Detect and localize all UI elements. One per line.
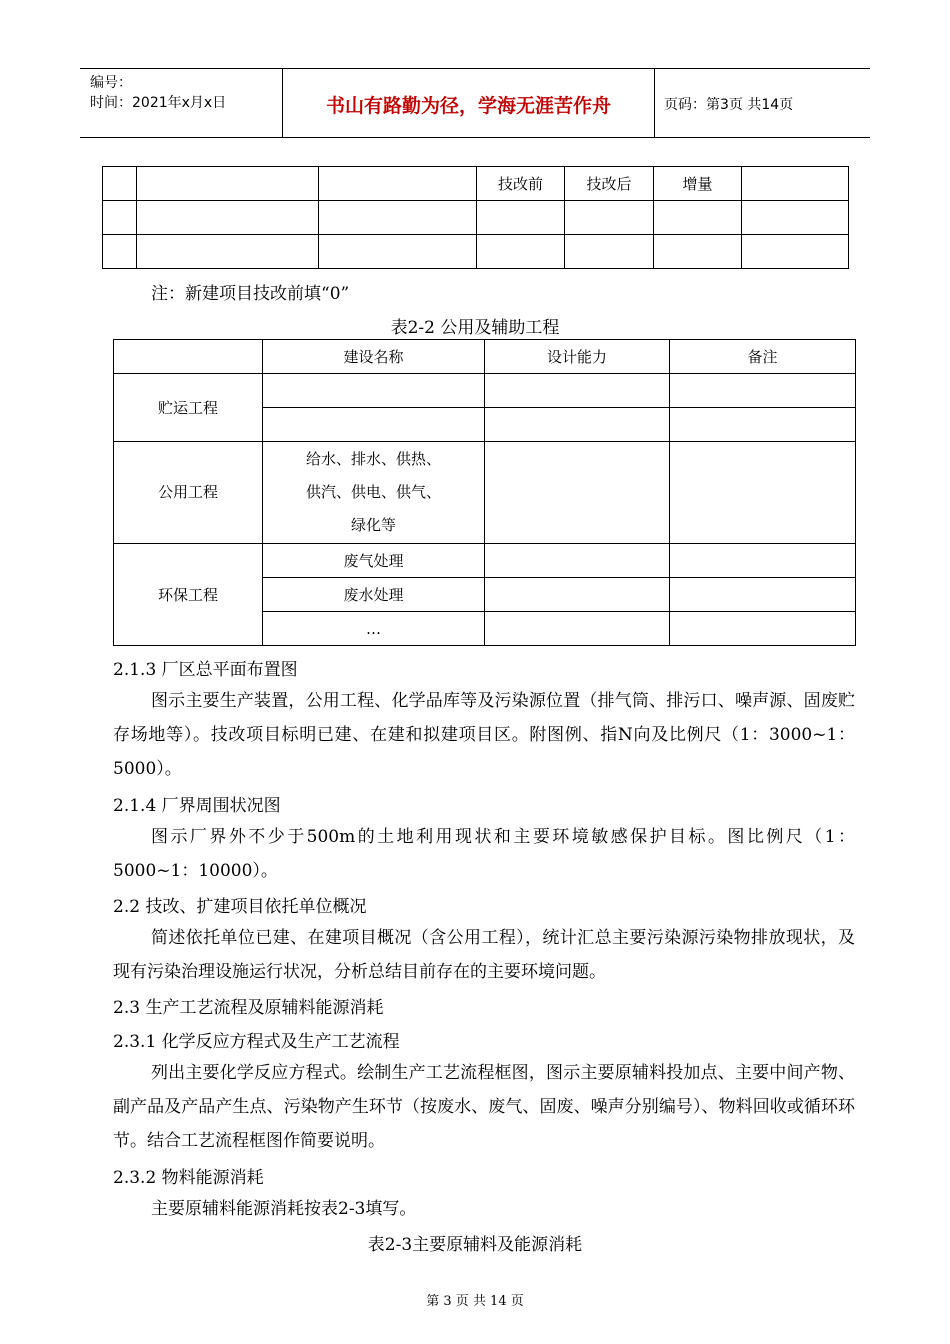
public-items-line: 供汽、供电、供气、 bbox=[305, 483, 441, 501]
doc-code-label: 编号： bbox=[90, 75, 132, 91]
table-cell bbox=[103, 167, 137, 201]
table-row bbox=[103, 201, 849, 235]
doc-time-label: 时间：2021年x月x日 bbox=[90, 95, 227, 111]
table-cell bbox=[670, 408, 856, 442]
group-label-env: 环保工程 bbox=[114, 544, 263, 646]
table-cell bbox=[670, 374, 856, 408]
section-body: 图示厂界外不少于500m的土地利用现状和主要环境敏感保护目标。图比例尺（1：5000~1：10000）。 bbox=[113, 827, 855, 881]
table-cell bbox=[565, 235, 654, 269]
table-cell bbox=[137, 201, 319, 235]
table-cell bbox=[654, 201, 742, 235]
page-footer: 第 3 页 共 14 页 bbox=[426, 1294, 524, 1309]
table-cell bbox=[742, 235, 849, 269]
table-cell bbox=[137, 235, 319, 269]
table-header-row bbox=[114, 340, 856, 374]
section-body: 主要原辅料能源消耗按表2-3填写。 bbox=[151, 1199, 417, 1219]
table-caption: 表2-2 公用及辅助工程 bbox=[390, 318, 560, 338]
table-cell bbox=[485, 578, 670, 612]
table-cell bbox=[742, 201, 849, 235]
table-cell bbox=[319, 235, 477, 269]
table-cell bbox=[137, 167, 319, 201]
table-cell bbox=[103, 235, 137, 269]
section-heading: 2.3.2 物料能源消耗 bbox=[113, 1168, 264, 1188]
section-heading: 2.2 技改、扩建项目依托单位概况 bbox=[113, 897, 367, 917]
table-note: 注：新建项目技改前填“0” bbox=[151, 284, 350, 304]
header-page-number: 页码：第3页 共14页 bbox=[664, 97, 794, 113]
header-motto: 书山有路勤为径，学海无涯苦作舟 bbox=[325, 95, 611, 117]
section-heading: 2.3.1 化学反应方程式及生产工艺流程 bbox=[113, 1032, 400, 1052]
table-row bbox=[103, 167, 849, 201]
public-items-line: 绿化等 bbox=[350, 516, 396, 534]
public-items bbox=[263, 442, 485, 544]
table-header-increase: 增量 bbox=[654, 167, 742, 201]
table-cell bbox=[485, 408, 670, 442]
table-header-after: 技改后 bbox=[565, 167, 654, 201]
table-header-cell: 设计能力 bbox=[485, 340, 670, 374]
table-cell bbox=[477, 201, 565, 235]
table-header-before: 技改前 bbox=[477, 167, 565, 201]
table-utilities bbox=[113, 339, 856, 646]
table-project-change bbox=[102, 166, 849, 269]
table-cell bbox=[654, 235, 742, 269]
table-cell bbox=[670, 442, 856, 544]
table-row bbox=[114, 544, 856, 578]
table-header-cell: 备注 bbox=[670, 340, 856, 374]
table-row bbox=[114, 442, 856, 544]
section-heading: 2.3 生产工艺流程及原辅料能源消耗 bbox=[113, 998, 384, 1018]
section-heading: 2.1.3 厂区总平面布置图 bbox=[113, 660, 298, 680]
header-left bbox=[90, 73, 226, 113]
table-header-cell: 建设名称 bbox=[263, 340, 485, 374]
env-item: … bbox=[263, 612, 485, 646]
table-cell bbox=[263, 374, 485, 408]
section-body: 列出主要化学反应方程式。绘制生产工艺流程框图，图示主要原辅料投加点、主要中间产物、副产品及产品产生点、污染物产生环节（按废水、废气、固废、噪声分别编号）、物料回收或循环环节。结合工艺流程框图作简要说明。 bbox=[113, 1063, 855, 1151]
table-row bbox=[114, 374, 856, 408]
table-cell bbox=[670, 578, 856, 612]
table-caption: 表2-3主要原辅料及能源消耗 bbox=[367, 1235, 583, 1255]
table-cell bbox=[670, 612, 856, 646]
table-cell bbox=[319, 201, 477, 235]
table-cell bbox=[670, 544, 856, 578]
env-item: 废气处理 bbox=[263, 544, 485, 578]
table-cell bbox=[485, 442, 670, 544]
section-heading: 2.1.4 厂界周围状况图 bbox=[113, 796, 281, 816]
group-label-public: 公用工程 bbox=[114, 442, 263, 544]
table-cell bbox=[485, 374, 670, 408]
table-cell bbox=[485, 544, 670, 578]
header-divider bbox=[654, 69, 655, 137]
table-cell bbox=[263, 408, 485, 442]
table-cell bbox=[477, 235, 565, 269]
table-cell bbox=[565, 201, 654, 235]
section-body: 简述依托单位已建、在建项目概况（含公用工程），统计汇总主要污染源污染物排放现状，及现有污染治理设施运行状况，分析总结目前存在的主要环境问题。 bbox=[113, 928, 855, 982]
table-cell bbox=[485, 612, 670, 646]
table-row bbox=[103, 235, 849, 269]
public-items-line: 给水、排水、供热、 bbox=[305, 450, 441, 468]
group-label-storage: 贮运工程 bbox=[114, 374, 263, 442]
table-cell bbox=[319, 167, 477, 201]
section-body: 图示主要生产装置，公用工程、化学品库等及污染源位置（排气筒、排污口、噪声源、固废贮存场地等）。技改项目标明已建、在建和拟建项目区。附图例、指N向及比例尺（1：3000~1：5000）。 bbox=[113, 691, 855, 779]
table-cell bbox=[103, 201, 137, 235]
env-item: 废水处理 bbox=[263, 578, 485, 612]
page-header bbox=[80, 68, 870, 138]
table-header-cell bbox=[114, 340, 263, 374]
table-cell bbox=[742, 167, 849, 201]
